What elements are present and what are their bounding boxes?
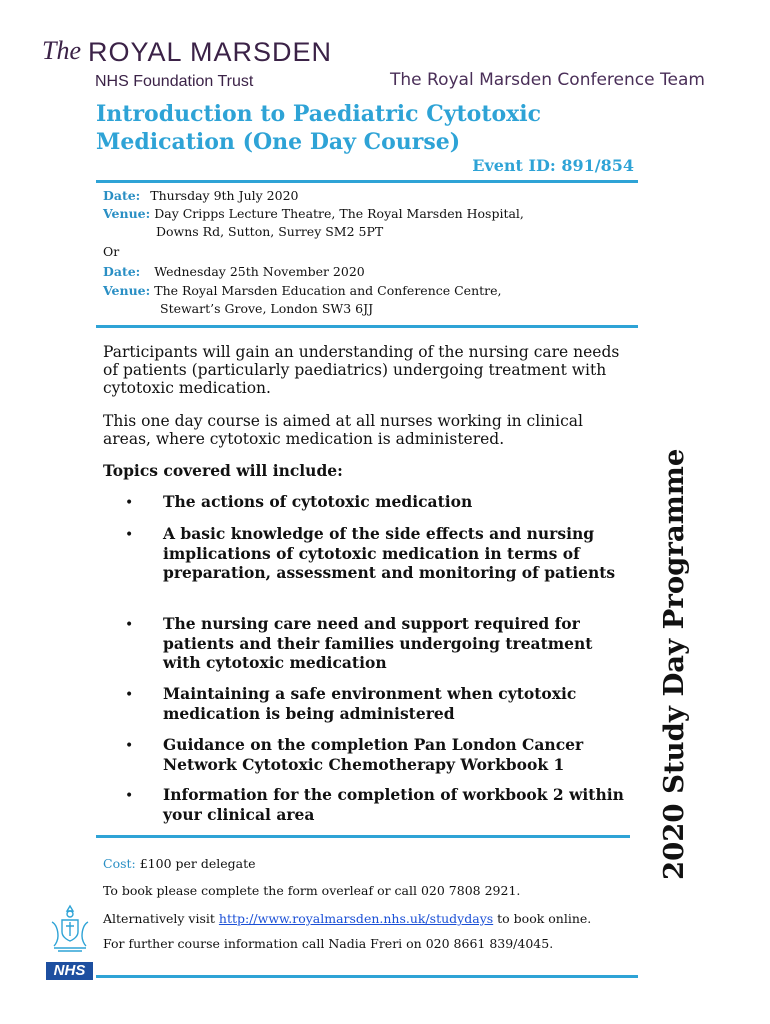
venue-1 (103, 205, 524, 223)
divider (96, 180, 638, 183)
topic-item: A basic knowledge of the side effects and nursing implications of cytotoxic medication in terms of preparation, assessment and monitoring of patients (163, 524, 616, 582)
cost-label: Cost: (103, 856, 136, 871)
divider (96, 325, 638, 328)
course-title-line1: Introduction to Paediatric Cytotoxic (96, 101, 542, 127)
date-2 (103, 263, 365, 281)
topic-item: The actions of cytotoxic medication (163, 492, 473, 511)
venue-2-line2: Stewart’s Grove, London SW3 6JJ (160, 301, 374, 316)
or-text: Or (103, 244, 120, 259)
intro-paragraph: Participants will gain an understanding of the nursing care needs of patients (particularly paediatrics) undergoing treatment with cytotoxic medication. (103, 343, 620, 397)
logo-name-text: ROYAL MARSDEN (88, 37, 333, 67)
date-2-value: Wednesday 25th November 2020 (154, 264, 365, 279)
date-1 (103, 187, 299, 205)
topic-item: Information for the completion of workbook 2 within your clinical area (163, 785, 624, 824)
venue-2 (103, 282, 502, 300)
bullet-icon: • (125, 495, 134, 511)
venue-label: Venue: (103, 206, 151, 221)
venue-1-line2: Downs Rd, Sutton, Surrey SM2 5PT (156, 224, 384, 239)
bullet-icon: • (125, 687, 134, 703)
logo-the-text: The (42, 36, 81, 65)
course-title (96, 100, 626, 156)
topics-heading: Topics covered will include: (103, 461, 343, 480)
booking-instructions: To book please complete the form overleaf or call 020 7808 2921. (103, 883, 521, 898)
event-id: Event ID: 891/854 (472, 156, 634, 175)
bullet-icon: • (125, 527, 134, 543)
audience-paragraph: This one day course is aimed at all nurses working in clinical areas, where cytotoxic medication is administered. (103, 412, 583, 448)
bullet-icon: • (125, 788, 134, 804)
logo-trust-text: NHS Foundation Trust (95, 73, 254, 90)
divider (96, 835, 630, 838)
vertical-programme-title: 2020 Study Day Programme (658, 448, 690, 880)
cost-value: £100 per delegate (139, 856, 256, 871)
topic-item: The nursing care need and support required for patients and their families undergoing treatment with cytotoxic medication (163, 614, 593, 672)
online-suffix: to book online. (493, 911, 592, 926)
bullet-icon: • (125, 738, 134, 754)
further-info: For further course information call Nadia Freri on 020 8661 839/4045. (103, 936, 554, 951)
bullet-icon: • (125, 617, 134, 633)
venue-label: Venue: (103, 283, 151, 298)
conference-team-heading: The Royal Marsden Conference Team (390, 70, 705, 90)
venue-2-line1: The Royal Marsden Education and Conference Centre, (154, 283, 502, 298)
cost-line (103, 856, 256, 871)
study-days-link[interactable]: http://www.royalmarsden.nhs.uk/studydays (218, 911, 494, 926)
course-title-line2: Medication (One Day Course) (96, 129, 461, 155)
online-prefix: Alternatively visit (103, 911, 219, 926)
nhs-logo: NHS (46, 962, 93, 980)
topic-item: Guidance on the completion Pan London Cancer Network Cytotoxic Chemotherapy Workbook 1 (163, 735, 584, 774)
date-1-value: Thursday 9th July 2020 (150, 188, 299, 203)
date-label: Date: (103, 264, 141, 279)
online-booking-line (103, 911, 591, 926)
crest-icon (46, 902, 94, 954)
topic-item: Maintaining a safe environment when cytotoxic medication is being administered (163, 684, 577, 723)
date-label: Date: (103, 188, 141, 203)
venue-1-line1: Day Cripps Lecture Theatre, The Royal Marsden Hospital, (154, 206, 524, 221)
divider (96, 975, 638, 978)
